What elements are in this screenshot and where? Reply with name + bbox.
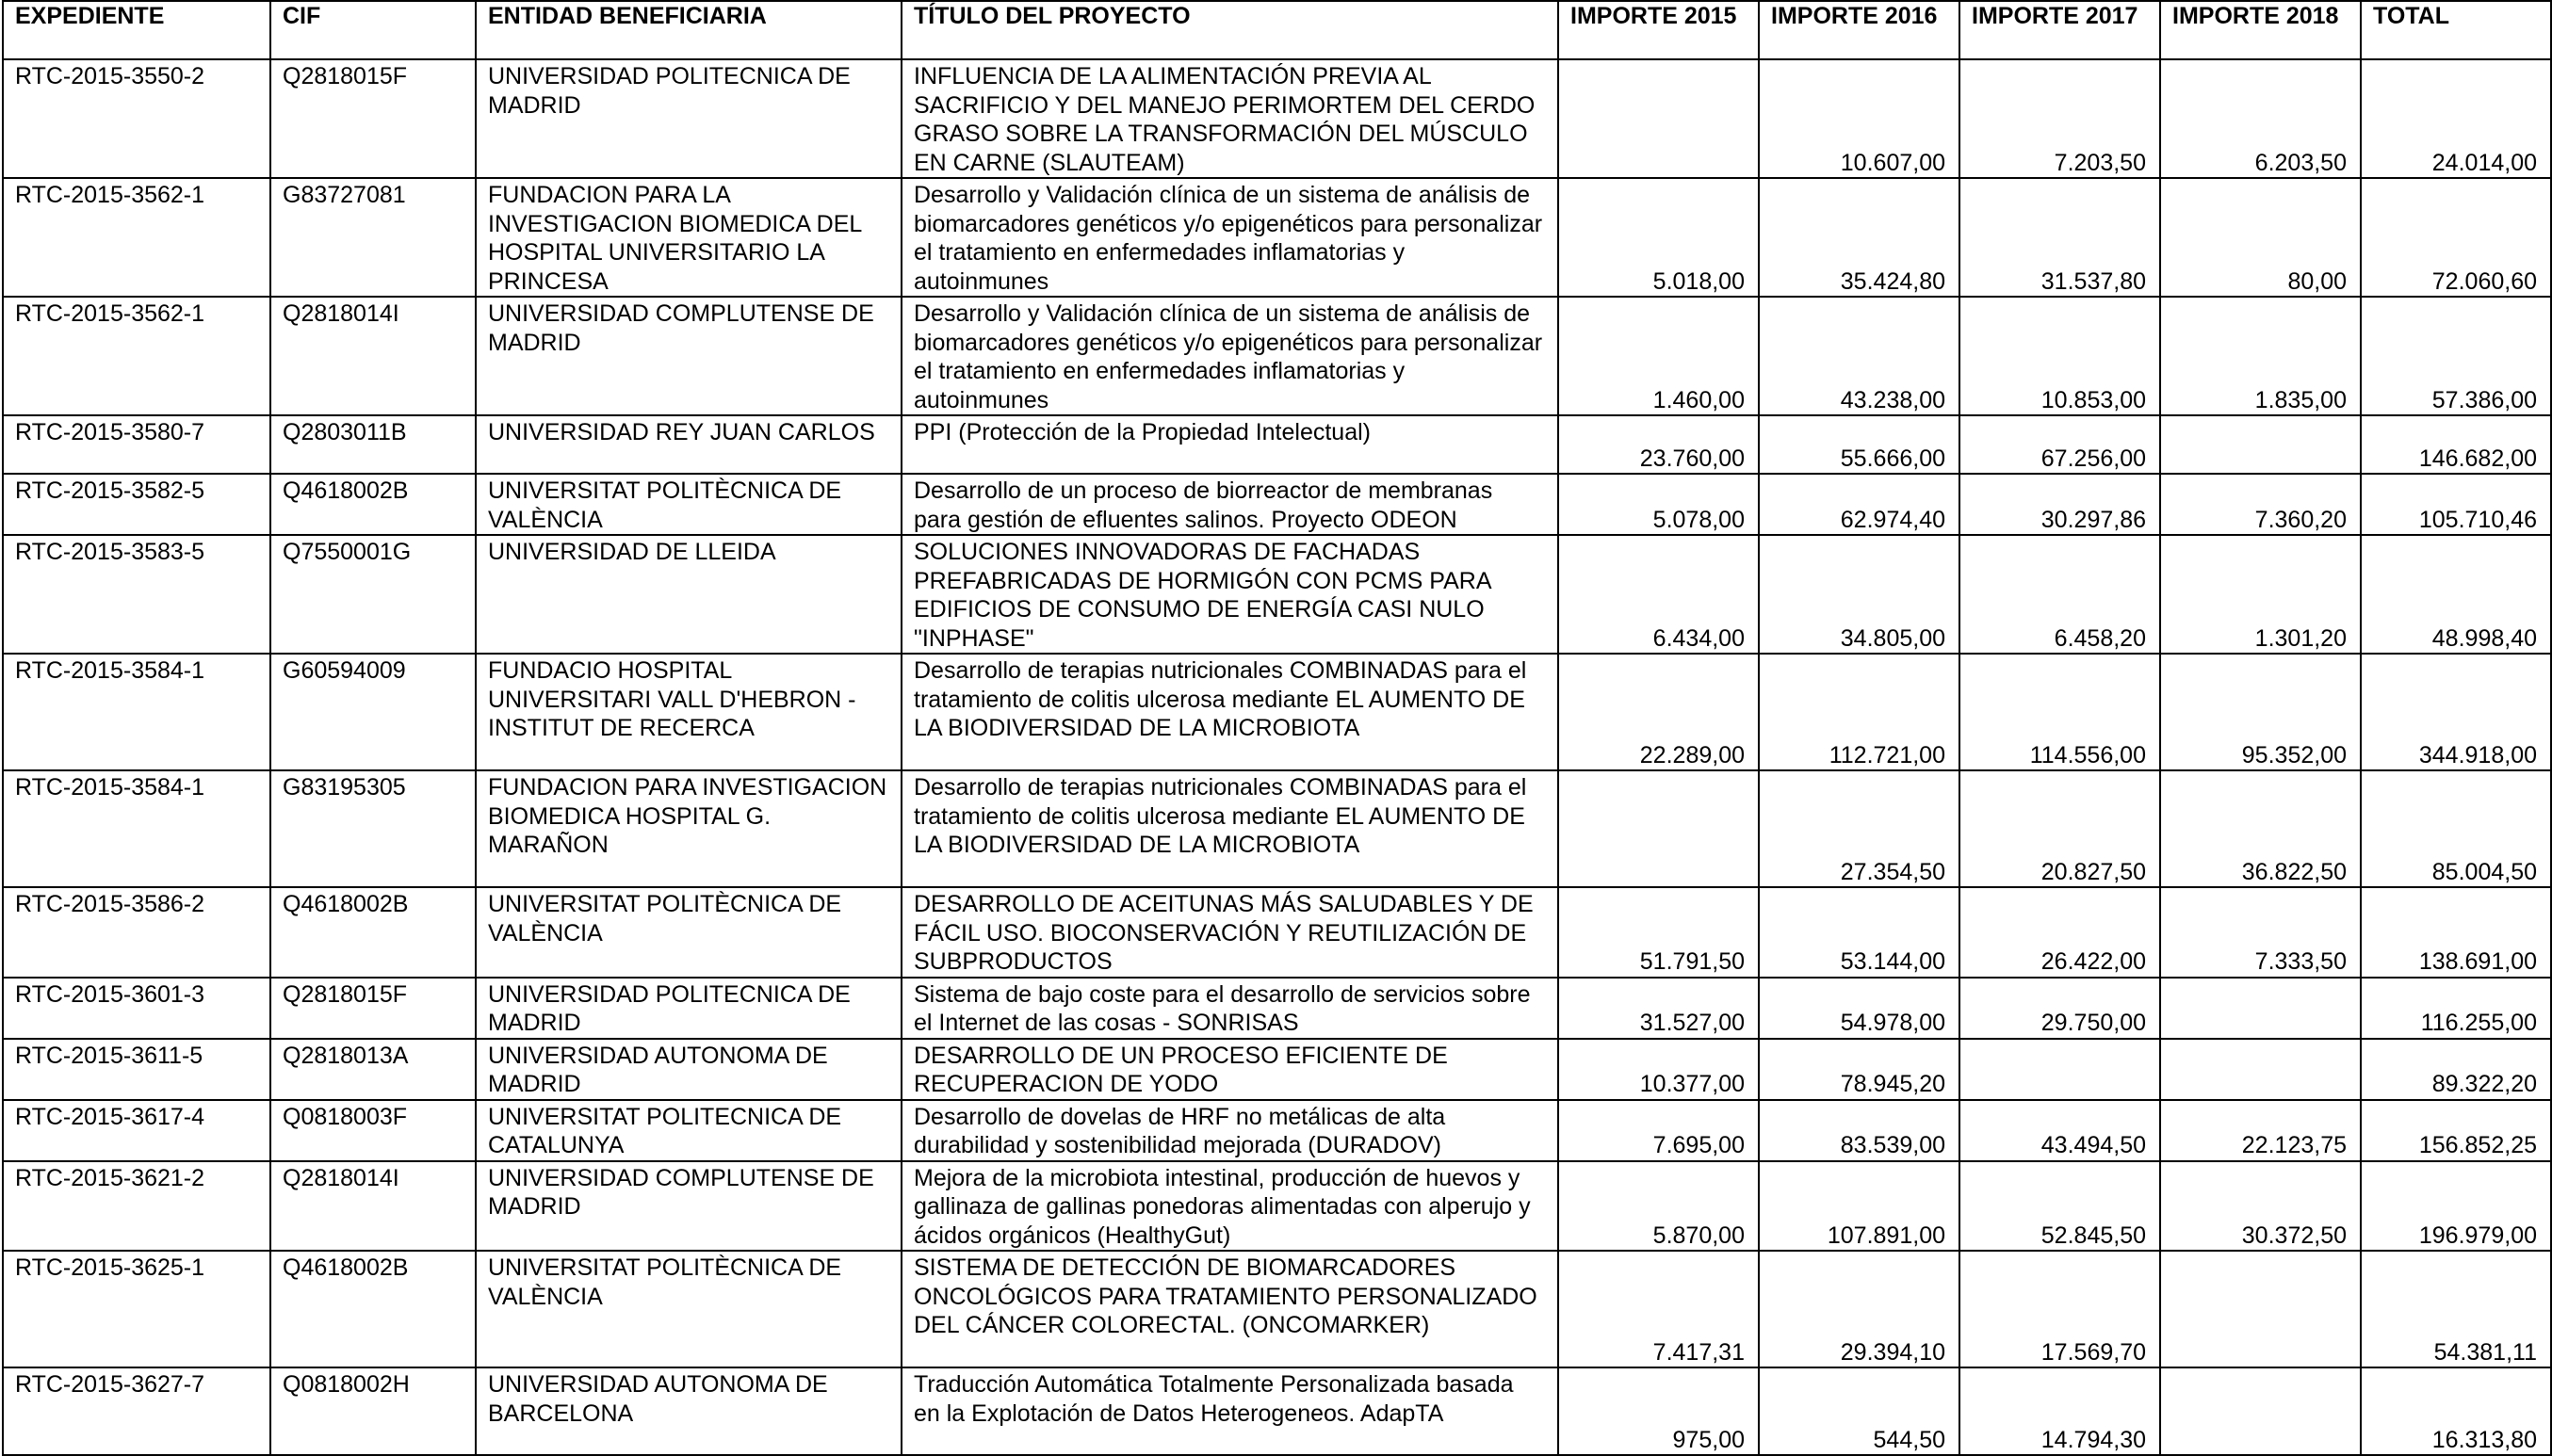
- importe-2017-cell: 67.256,00: [1959, 415, 2160, 474]
- header-expediente: EXPEDIENTE: [3, 1, 270, 59]
- entidad-cell: UNIVERSIDAD DE LLEIDA: [476, 535, 902, 654]
- cif-cell: Q2818014I: [270, 1161, 476, 1252]
- titulo-cell: Desarrollo y Validación clínica de un sistema de análisis de biomarcadores genéticos y/o epigenéticos para personalizar el tratamiento en enfermedades inflamatorias y autoinmunes: [902, 297, 1558, 415]
- cif-cell: Q2803011B: [270, 415, 476, 474]
- importe-2017-cell: 26.422,00: [1959, 887, 2160, 978]
- importe-2018-cell: 30.372,50: [2160, 1161, 2361, 1252]
- header-importe-2018: IMPORTE 2018: [2160, 1, 2361, 59]
- cif-cell: Q2818014I: [270, 297, 476, 415]
- entidad-cell: UNIVERSIDAD COMPLUTENSE DE MADRID: [476, 297, 902, 415]
- expediente-cell: RTC-2015-3601-3: [3, 978, 270, 1039]
- importe-2018-cell: 1.301,20: [2160, 535, 2361, 654]
- entidad-cell: UNIVERSIDAD AUTONOMA DE MADRID: [476, 1039, 902, 1100]
- total-cell: 156.852,25: [2361, 1100, 2551, 1161]
- importe-2017-cell: 10.853,00: [1959, 297, 2160, 415]
- table-row: [3, 535, 2551, 654]
- cif-cell: Q4618002B: [270, 887, 476, 978]
- titulo-cell: Traducción Automática Totalmente Personalizada basada en la Explotación de Datos Heterogeneos. AdapTA: [902, 1367, 1558, 1455]
- header-importe-2017: IMPORTE 2017: [1959, 1, 2160, 59]
- importe-2017-cell: 7.203,50: [1959, 59, 2160, 178]
- cif-cell: Q2818015F: [270, 59, 476, 178]
- total-cell: 146.682,00: [2361, 415, 2551, 474]
- cif-cell: Q0818002H: [270, 1367, 476, 1455]
- header-entidad: ENTIDAD BENEFICIARIA: [476, 1, 902, 59]
- importe-2018-cell: [2160, 1039, 2361, 1100]
- importe-2015-cell: 5.078,00: [1558, 474, 1759, 535]
- cif-cell: Q4618002B: [270, 1251, 476, 1367]
- table-row: [3, 297, 2551, 415]
- titulo-cell: SOLUCIONES INNOVADORAS DE FACHADAS PREFABRICADAS DE HORMIGÓN CON PCMS PARA EDIFICIOS DE CONSUMO DE ENERGÍA CASI NULO "INPHASE": [902, 535, 1558, 654]
- importe-2016-cell: 35.424,80: [1759, 178, 1959, 297]
- importe-2018-cell: 80,00: [2160, 178, 2361, 297]
- table-row: [3, 1251, 2551, 1367]
- total-cell: 105.710,46: [2361, 474, 2551, 535]
- table-row: [3, 59, 2551, 178]
- entidad-cell: FUNDACIO HOSPITAL UNIVERSITARI VALL D'HEBRON - INSTITUT DE RECERCA: [476, 654, 902, 770]
- importe-2017-cell: 14.794,30: [1959, 1367, 2160, 1455]
- expediente-cell: RTC-2015-3550-2: [3, 59, 270, 178]
- importe-2018-cell: 95.352,00: [2160, 654, 2361, 770]
- importe-2015-cell: 51.791,50: [1558, 887, 1759, 978]
- importe-2015-cell: 5.018,00: [1558, 178, 1759, 297]
- importe-2017-cell: 17.569,70: [1959, 1251, 2160, 1367]
- titulo-cell: Sistema de bajo coste para el desarrollo de servicios sobre el Internet de las cosas - SONRISAS: [902, 978, 1558, 1039]
- importe-2016-cell: 107.891,00: [1759, 1161, 1959, 1252]
- expediente-cell: RTC-2015-3621-2: [3, 1161, 270, 1252]
- importe-2016-cell: 78.945,20: [1759, 1039, 1959, 1100]
- titulo-cell: Mejora de la microbiota intestinal, producción de huevos y gallinaza de gallinas ponedoras alimentadas con alperujo y ácidos orgánicos (HealthyGut): [902, 1161, 1558, 1252]
- importe-2016-cell: 29.394,10: [1759, 1251, 1959, 1367]
- importe-2016-cell: 34.805,00: [1759, 535, 1959, 654]
- table-row: [3, 474, 2551, 535]
- importe-2015-cell: 7.417,31: [1558, 1251, 1759, 1367]
- cif-cell: Q2818015F: [270, 978, 476, 1039]
- table-row: [3, 887, 2551, 978]
- entidad-cell: FUNDACION PARA INVESTIGACION BIOMEDICA HOSPITAL G. MARAÑON: [476, 770, 902, 887]
- cif-cell: Q0818003F: [270, 1100, 476, 1161]
- importe-2016-cell: 62.974,40: [1759, 474, 1959, 535]
- header-total: TOTAL: [2361, 1, 2551, 59]
- total-cell: 85.004,50: [2361, 770, 2551, 887]
- titulo-cell: Desarrollo de terapias nutricionales COMBINADAS para el tratamiento de colitis ulcerosa mediante EL AUMENTO DE LA BIODIVERSIDAD DE LA MICROBIOTA: [902, 770, 1558, 887]
- grants-table: [2, 0, 2552, 1456]
- expediente-cell: RTC-2015-3582-5: [3, 474, 270, 535]
- importe-2017-cell: [1959, 1039, 2160, 1100]
- expediente-cell: RTC-2015-3627-7: [3, 1367, 270, 1455]
- expediente-cell: RTC-2015-3617-4: [3, 1100, 270, 1161]
- entidad-cell: UNIVERSITAT POLITÈCNICA DE VALÈNCIA: [476, 474, 902, 535]
- importe-2017-cell: 114.556,00: [1959, 654, 2160, 770]
- titulo-cell: SISTEMA DE DETECCIÓN DE BIOMARCADORES ONCOLÓGICOS PARA TRATAMIENTO PERSONALIZADO DEL CÁNCER COLORECTAL. (ONCOMARKER): [902, 1251, 1558, 1367]
- importe-2017-cell: 30.297,86: [1959, 474, 2160, 535]
- cif-cell: Q7550001G: [270, 535, 476, 654]
- total-cell: 344.918,00: [2361, 654, 2551, 770]
- total-cell: 89.322,20: [2361, 1039, 2551, 1100]
- importe-2016-cell: 83.539,00: [1759, 1100, 1959, 1161]
- entidad-cell: UNIVERSIDAD AUTONOMA DE BARCELONA: [476, 1367, 902, 1455]
- header-titulo: TÍTULO DEL PROYECTO: [902, 1, 1558, 59]
- importe-2016-cell: 544,50: [1759, 1367, 1959, 1455]
- importe-2015-cell: 31.527,00: [1558, 978, 1759, 1039]
- importe-2015-cell: 7.695,00: [1558, 1100, 1759, 1161]
- table-row: [3, 1161, 2551, 1252]
- table-row: [3, 178, 2551, 297]
- importe-2018-cell: 7.333,50: [2160, 887, 2361, 978]
- importe-2015-cell: 22.289,00: [1558, 654, 1759, 770]
- importe-2015-cell: 975,00: [1558, 1367, 1759, 1455]
- entidad-cell: FUNDACION PARA LA INVESTIGACION BIOMEDICA DEL HOSPITAL UNIVERSITARIO LA PRINCESA: [476, 178, 902, 297]
- expediente-cell: RTC-2015-3562-1: [3, 297, 270, 415]
- entidad-cell: UNIVERSITAT POLITÈCNICA DE VALÈNCIA: [476, 887, 902, 978]
- expediente-cell: RTC-2015-3586-2: [3, 887, 270, 978]
- total-cell: 72.060,60: [2361, 178, 2551, 297]
- cif-cell: G83195305: [270, 770, 476, 887]
- table-row: [3, 654, 2551, 770]
- expediente-cell: RTC-2015-3611-5: [3, 1039, 270, 1100]
- total-cell: 57.386,00: [2361, 297, 2551, 415]
- header-importe-2015: IMPORTE 2015: [1558, 1, 1759, 59]
- titulo-cell: DESARROLLO DE ACEITUNAS MÁS SALUDABLES Y DE FÁCIL USO. BIOCONSERVACIÓN Y REUTILIZACIÓN DE SUBPRODUCTOS: [902, 887, 1558, 978]
- importe-2017-cell: 31.537,80: [1959, 178, 2160, 297]
- importe-2017-cell: 20.827,50: [1959, 770, 2160, 887]
- titulo-cell: Desarrollo de terapias nutricionales COMBINADAS para el tratamiento de colitis ulcerosa mediante EL AUMENTO DE LA BIODIVERSIDAD DE LA MICROBIOTA: [902, 654, 1558, 770]
- entidad-cell: UNIVERSITAT POLITECNICA DE CATALUNYA: [476, 1100, 902, 1161]
- table-row: [3, 1100, 2551, 1161]
- total-cell: 48.998,40: [2361, 535, 2551, 654]
- header-row: [3, 1, 2551, 59]
- entidad-cell: UNIVERSITAT POLITÈCNICA DE VALÈNCIA: [476, 1251, 902, 1367]
- importe-2018-cell: [2160, 978, 2361, 1039]
- importe-2015-cell: [1558, 770, 1759, 887]
- importe-2018-cell: 36.822,50: [2160, 770, 2361, 887]
- importe-2017-cell: 6.458,20: [1959, 535, 2160, 654]
- total-cell: 196.979,00: [2361, 1161, 2551, 1252]
- entidad-cell: UNIVERSIDAD COMPLUTENSE DE MADRID: [476, 1161, 902, 1252]
- importe-2016-cell: 55.666,00: [1759, 415, 1959, 474]
- entidad-cell: UNIVERSIDAD REY JUAN CARLOS: [476, 415, 902, 474]
- table-row: [3, 415, 2551, 474]
- expediente-cell: RTC-2015-3584-1: [3, 654, 270, 770]
- cif-cell: G60594009: [270, 654, 476, 770]
- expediente-cell: RTC-2015-3583-5: [3, 535, 270, 654]
- titulo-cell: Desarrollo y Validación clínica de un sistema de análisis de biomarcadores genéticos y/o epigenéticos para personalizar el tratamiento en enfermedades inflamatorias y autoinmunes: [902, 178, 1558, 297]
- importe-2016-cell: 53.144,00: [1759, 887, 1959, 978]
- importe-2016-cell: 10.607,00: [1759, 59, 1959, 178]
- importe-2015-cell: [1558, 59, 1759, 178]
- importe-2016-cell: 112.721,00: [1759, 654, 1959, 770]
- importe-2016-cell: 43.238,00: [1759, 297, 1959, 415]
- importe-2017-cell: 43.494,50: [1959, 1100, 2160, 1161]
- titulo-cell: PPI (Protección de la Propiedad Intelectual): [902, 415, 1558, 474]
- header-importe-2016: IMPORTE 2016: [1759, 1, 1959, 59]
- importe-2015-cell: 23.760,00: [1558, 415, 1759, 474]
- total-cell: 16.313,80: [2361, 1367, 2551, 1455]
- table-row: [3, 1039, 2551, 1100]
- importe-2017-cell: 52.845,50: [1959, 1161, 2160, 1252]
- titulo-cell: Desarrollo de un proceso de biorreactor de membranas para gestión de efluentes salinos. Proyecto ODEON: [902, 474, 1558, 535]
- importe-2018-cell: [2160, 1251, 2361, 1367]
- header-cif: CIF: [270, 1, 476, 59]
- expediente-cell: RTC-2015-3625-1: [3, 1251, 270, 1367]
- importe-2018-cell: [2160, 415, 2361, 474]
- table-row: [3, 1367, 2551, 1455]
- entidad-cell: UNIVERSIDAD POLITECNICA DE MADRID: [476, 59, 902, 178]
- table-body: [3, 59, 2551, 1455]
- entidad-cell: UNIVERSIDAD POLITECNICA DE MADRID: [476, 978, 902, 1039]
- expediente-cell: RTC-2015-3584-1: [3, 770, 270, 887]
- importe-2018-cell: 6.203,50: [2160, 59, 2361, 178]
- importe-2015-cell: 6.434,00: [1558, 535, 1759, 654]
- importe-2015-cell: 10.377,00: [1558, 1039, 1759, 1100]
- importe-2018-cell: [2160, 1367, 2361, 1455]
- total-cell: 54.381,11: [2361, 1251, 2551, 1367]
- total-cell: 116.255,00: [2361, 978, 2551, 1039]
- titulo-cell: INFLUENCIA DE LA ALIMENTACIÓN PREVIA AL SACRIFICIO Y DEL MANEJO PERIMORTEM DEL CERDO GRASO SOBRE LA TRANSFORMACIÓN DEL MÚSCULO EN CARNE (SLAUTEAM): [902, 59, 1558, 178]
- importe-2015-cell: 1.460,00: [1558, 297, 1759, 415]
- total-cell: 24.014,00: [2361, 59, 2551, 178]
- cif-cell: Q2818013A: [270, 1039, 476, 1100]
- cif-cell: G83727081: [270, 178, 476, 297]
- importe-2018-cell: 7.360,20: [2160, 474, 2361, 535]
- titulo-cell: Desarrollo de dovelas de HRF no metálicas de alta durabilidad y sostenibilidad mejorada (DURADOV): [902, 1100, 1558, 1161]
- cif-cell: Q4618002B: [270, 474, 476, 535]
- importe-2016-cell: 27.354,50: [1759, 770, 1959, 887]
- importe-2018-cell: 1.835,00: [2160, 297, 2361, 415]
- table-row: [3, 978, 2551, 1039]
- importe-2017-cell: 29.750,00: [1959, 978, 2160, 1039]
- expediente-cell: RTC-2015-3562-1: [3, 178, 270, 297]
- importe-2016-cell: 54.978,00: [1759, 978, 1959, 1039]
- expediente-cell: RTC-2015-3580-7: [3, 415, 270, 474]
- importe-2015-cell: 5.870,00: [1558, 1161, 1759, 1252]
- titulo-cell: DESARROLLO DE UN PROCESO EFICIENTE DE RECUPERACION DE YODO: [902, 1039, 1558, 1100]
- importe-2018-cell: 22.123,75: [2160, 1100, 2361, 1161]
- total-cell: 138.691,00: [2361, 887, 2551, 978]
- table-row: [3, 770, 2551, 887]
